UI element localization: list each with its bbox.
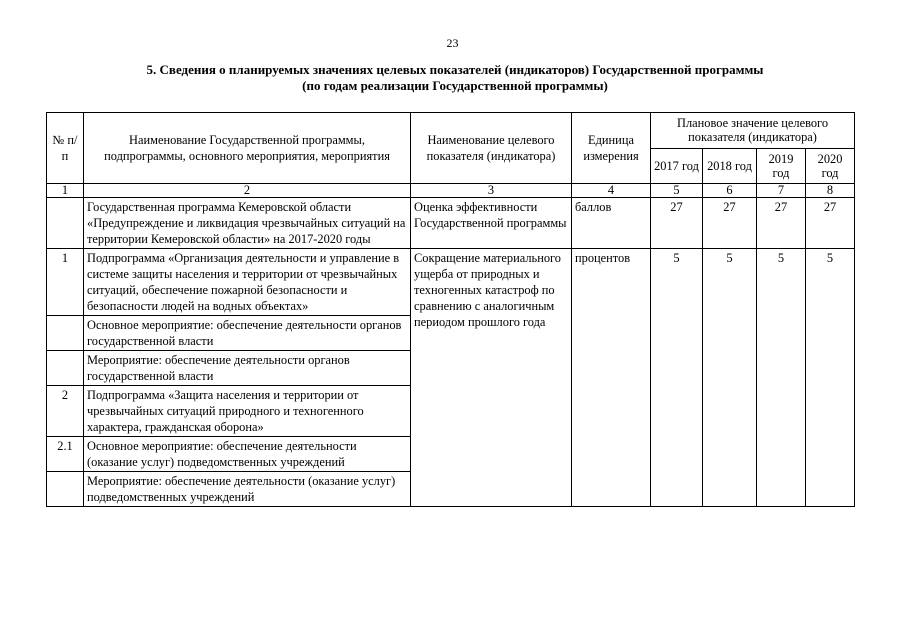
header-num: № п/п bbox=[47, 113, 84, 184]
column-index: 1 bbox=[47, 184, 84, 198]
column-index: 7 bbox=[757, 184, 806, 198]
row-num bbox=[47, 316, 84, 351]
header-indicator: Наименование целевого показателя (индикатора) bbox=[411, 113, 572, 184]
header-unit: Единица измерения bbox=[572, 113, 651, 184]
row-value-2017: 27 bbox=[651, 198, 703, 249]
column-index: 4 bbox=[572, 184, 651, 198]
section-title bbox=[60, 62, 850, 94]
row-name: Основное мероприятие: обеспечение деятельности (оказание услуг) подведомственных учреждений bbox=[84, 437, 411, 472]
column-index-row bbox=[47, 184, 855, 198]
header-year: 2018 год bbox=[703, 148, 757, 184]
row-name: Мероприятие: обеспечение деятельности органов государственной власти bbox=[84, 351, 411, 386]
header-name: Наименование Государственной программы, подпрограммы, основного мероприятия, мероприятия bbox=[84, 113, 411, 184]
row-indicator: Сокращение материального ущерба от природных и техногенных катастроф по сравнению с аналогичным периодом прошлого года bbox=[411, 249, 572, 507]
row-value-2019: 27 bbox=[757, 198, 806, 249]
row-unit: баллов bbox=[572, 198, 651, 249]
row-value-2018: 27 bbox=[703, 198, 757, 249]
row-value-2019: 5 bbox=[757, 249, 806, 507]
header-year: 2020 год bbox=[806, 148, 855, 184]
row-value-2018: 5 bbox=[703, 249, 757, 507]
row-num: 2 bbox=[47, 386, 84, 437]
column-index: 5 bbox=[651, 184, 703, 198]
row-num bbox=[47, 472, 84, 507]
header-row bbox=[47, 113, 855, 149]
row-name: Подпрограмма «Защита населения и территории от чрезвычайных ситуаций природного и техногенного характера, гражданская оборона» bbox=[84, 386, 411, 437]
indicators-table bbox=[46, 112, 855, 507]
column-index: 3 bbox=[411, 184, 572, 198]
row-num: 2.1 bbox=[47, 437, 84, 472]
page-number: 23 bbox=[446, 36, 459, 50]
header-year: 2019 год bbox=[757, 148, 806, 184]
row-value-2017: 5 bbox=[651, 249, 703, 507]
row-num bbox=[47, 351, 84, 386]
row-name: Основное мероприятие: обеспечение деятельности органов государственной власти bbox=[84, 316, 411, 351]
header-year: 2017 год bbox=[651, 148, 703, 184]
column-index: 6 bbox=[703, 184, 757, 198]
table-row bbox=[47, 249, 855, 316]
row-num bbox=[47, 198, 84, 249]
row-unit: процентов bbox=[572, 249, 651, 507]
row-name: Мероприятие: обеспечение деятельности (оказание услуг) подведомственных учреждений bbox=[84, 472, 411, 507]
section-title-line-2: (по годам реализации Государственной программы) bbox=[302, 78, 608, 93]
row-name: Подпрограмма «Организация деятельности и управление в системе защиты населения и территории от чрезвычайных ситуаций, обеспечение пожарной безопасности и безопасности людей на водных объектах» bbox=[84, 249, 411, 316]
column-index: 2 bbox=[84, 184, 411, 198]
table-row bbox=[47, 198, 855, 249]
column-index: 8 bbox=[806, 184, 855, 198]
row-num: 1 bbox=[47, 249, 84, 316]
row-value-2020: 27 bbox=[806, 198, 855, 249]
section-title-line-1: 5. Сведения о планируемых значениях целевых показателей (индикаторов) Государственной программы bbox=[146, 62, 764, 77]
row-value-2020: 5 bbox=[806, 249, 855, 507]
row-indicator: Оценка эффективности Государственной программы bbox=[411, 198, 572, 249]
header-planned: Плановое значение целевого показателя (индикатора) bbox=[651, 113, 855, 149]
row-name: Государственная программа Кемеровской области «Предупреждение и ликвидация чрезвычайных ситуаций на территории Кемеровской области» на 2017-2020 годы bbox=[84, 198, 411, 249]
